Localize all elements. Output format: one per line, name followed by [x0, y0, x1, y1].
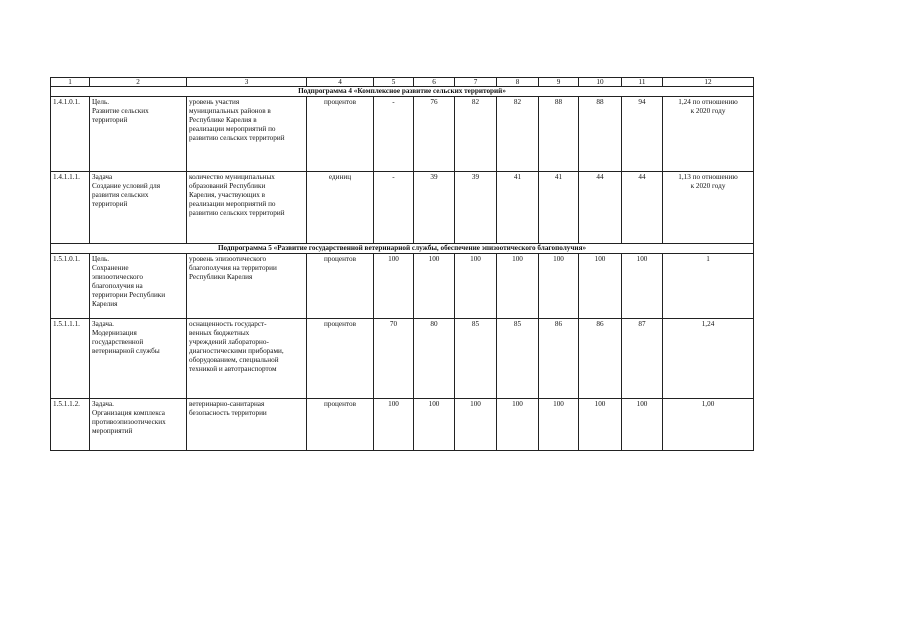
- section-title: Подпрограмма 4 «Комплексное развитие сельских территорий»: [51, 87, 754, 97]
- table-row: [51, 172, 754, 244]
- row-value-7: 39: [455, 172, 497, 244]
- row-value-7: 82: [455, 97, 497, 172]
- row-indicator: количество муниципальных образований Республики Карелия, участвующих в реализации мероприятий по развитию сельских территорий: [187, 172, 307, 244]
- row-value-10: 100: [579, 254, 622, 319]
- row-unit: процентов: [307, 319, 374, 399]
- row-value-10: 86: [579, 319, 622, 399]
- row-goal: Задача Создание условий для развития сельских территорий: [90, 172, 187, 244]
- row-goal: Задача. Модернизация государственной ветеринарной службы: [90, 319, 187, 399]
- row-value-9: 100: [539, 254, 579, 319]
- table-row: [51, 254, 754, 319]
- row-value-9: 100: [539, 399, 579, 451]
- row-unit: процентов: [307, 97, 374, 172]
- col-header-5: 5: [374, 78, 414, 87]
- col-header-2: 2: [90, 78, 187, 87]
- row-value-12: 1,00: [663, 399, 754, 451]
- col-header-1: 1: [51, 78, 90, 87]
- row-value-6: 80: [414, 319, 455, 399]
- col-header-6: 6: [414, 78, 455, 87]
- row-unit: единиц: [307, 172, 374, 244]
- row-value-10: 88: [579, 97, 622, 172]
- col-header-4: 4: [307, 78, 374, 87]
- row-value-10: 44: [579, 172, 622, 244]
- row-value-5: -: [374, 172, 414, 244]
- row-value-11: 44: [622, 172, 663, 244]
- row-value-8: 41: [497, 172, 539, 244]
- row-value-11: 94: [622, 97, 663, 172]
- table-row: [51, 399, 754, 451]
- row-indicator: оснащенность государст- венных бюджетных учреждений лабораторно- диагностическими приборами, оборудованием, специальной техникой и автотранспортом: [187, 319, 307, 399]
- row-indicator: уровень участия муниципальных районов в Республике Карелия в реализации мероприятий по развитию сельских территорий: [187, 97, 307, 172]
- row-indicator: уровень эпизоотического благополучия на территории Республики Карелия: [187, 254, 307, 319]
- section-row: [51, 87, 754, 97]
- col-header-7: 7: [455, 78, 497, 87]
- row-value-5: 70: [374, 319, 414, 399]
- row-value-8: 100: [497, 399, 539, 451]
- row-code: 1.4.1.1.1.: [51, 172, 90, 244]
- row-goal: Задача. Организация комплекса противоэпизоотических мероприятий: [90, 399, 187, 451]
- row-goal: Цель. Развитие сельских территорий: [90, 97, 187, 172]
- row-value-6: 39: [414, 172, 455, 244]
- row-value-12: 1: [663, 254, 754, 319]
- row-value-11: 87: [622, 319, 663, 399]
- row-value-11: 100: [622, 399, 663, 451]
- table-row: [51, 97, 754, 172]
- col-header-12: 12: [663, 78, 754, 87]
- section-title: Подпрограмма 5 «Развитие государственной ветеринарной службы, обеспечение эпизоотического благополучия»: [51, 244, 754, 254]
- column-number-row: [51, 78, 754, 87]
- col-header-11: 11: [622, 78, 663, 87]
- col-header-8: 8: [497, 78, 539, 87]
- row-value-5: 100: [374, 399, 414, 451]
- row-value-7: 100: [455, 399, 497, 451]
- row-value-9: 86: [539, 319, 579, 399]
- section-row: [51, 244, 754, 254]
- col-header-10: 10: [579, 78, 622, 87]
- row-value-10: 100: [579, 399, 622, 451]
- row-value-9: 88: [539, 97, 579, 172]
- row-value-11: 100: [622, 254, 663, 319]
- row-code: 1.5.1.1.2.: [51, 399, 90, 451]
- row-unit: процентов: [307, 399, 374, 451]
- row-value-6: 76: [414, 97, 455, 172]
- row-value-5: -: [374, 97, 414, 172]
- row-unit: процентов: [307, 254, 374, 319]
- row-code: 1.5.1.1.1.: [51, 319, 90, 399]
- row-goal: Цель. Сохранение эпизоотического благополучия на территории Республики Карелия: [90, 254, 187, 319]
- table-row: [51, 319, 754, 399]
- row-value-8: 85: [497, 319, 539, 399]
- row-value-6: 100: [414, 254, 455, 319]
- row-code: 1.5.1.0.1.: [51, 254, 90, 319]
- row-code: 1.4.1.0.1.: [51, 97, 90, 172]
- col-header-9: 9: [539, 78, 579, 87]
- col-header-3: 3: [187, 78, 307, 87]
- row-value-7: 85: [455, 319, 497, 399]
- row-value-9: 41: [539, 172, 579, 244]
- row-value-12: 1,24 по отношению к 2020 году: [663, 97, 754, 172]
- row-value-6: 100: [414, 399, 455, 451]
- row-value-5: 100: [374, 254, 414, 319]
- row-value-8: 100: [497, 254, 539, 319]
- indicators-table: [50, 77, 754, 451]
- row-indicator: ветеринарно-санитарная безопасность территории: [187, 399, 307, 451]
- row-value-12: 1,13 по отношению к 2020 году: [663, 172, 754, 244]
- row-value-7: 100: [455, 254, 497, 319]
- row-value-8: 82: [497, 97, 539, 172]
- row-value-12: 1,24: [663, 319, 754, 399]
